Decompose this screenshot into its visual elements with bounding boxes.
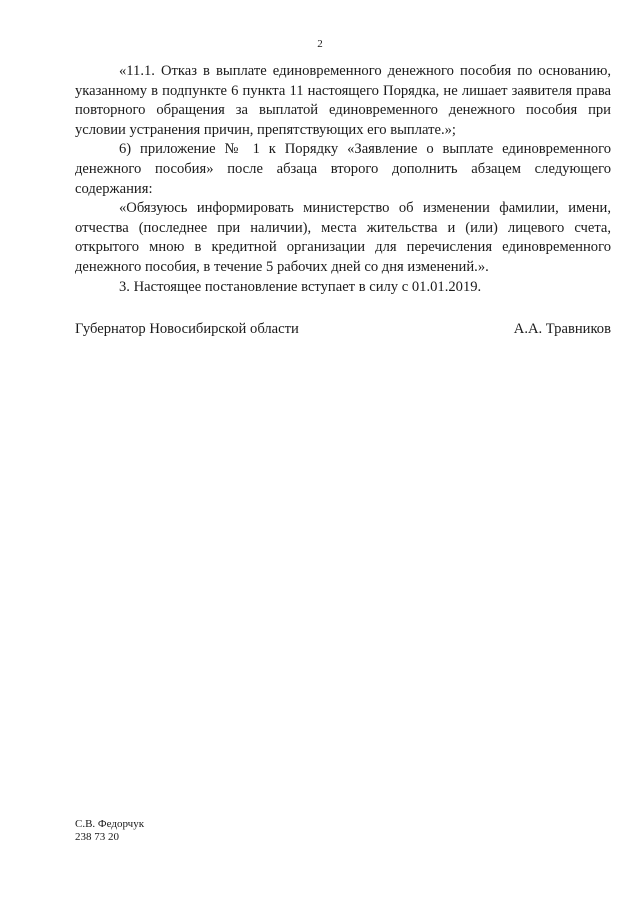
document-body: [75, 62, 611, 297]
paragraph-item-6: 6) приложение № 1 к Порядку «Заявление о выплате единовременного денежного пособия» после абзаца второго дополнить абзацем следующего содержания:: [75, 141, 611, 197]
signature-block: [75, 320, 611, 340]
paragraph-quoted-addition: «Обязуюсь информировать министерство об изменении фамилии, имени, отчества (последнее при наличии), места жительства и (или) лицевого счета, открытого мною в кредитной организации для перечисления единовременного денежного пособия, в течение 5 рабочих дней со дня изменений.».: [75, 200, 611, 275]
paragraph-effective-date: 3. Настоящее постановление вступает в силу с 01.01.2019.: [119, 278, 482, 295]
executor-phone: 238 73 20: [75, 831, 119, 843]
page-number: 2: [317, 38, 323, 50]
paragraph-11-1: «11.1. Отказ в выплате единовременного денежного пособия по основанию, указанному в подпункте 6 пункта 11 настоящего Порядка, не лишает заявителя права повторного обращения за выплатой единовременного денежного пособия при условии устранения причин, препятствующих его выплате.»;: [75, 63, 611, 138]
executor-block: [75, 818, 144, 844]
executor-name: С.В. Федорчук: [75, 818, 145, 830]
signatory-name: А.А. Травников: [513, 321, 611, 337]
signatory-position: Губернатор Новосибирской области: [75, 321, 299, 337]
